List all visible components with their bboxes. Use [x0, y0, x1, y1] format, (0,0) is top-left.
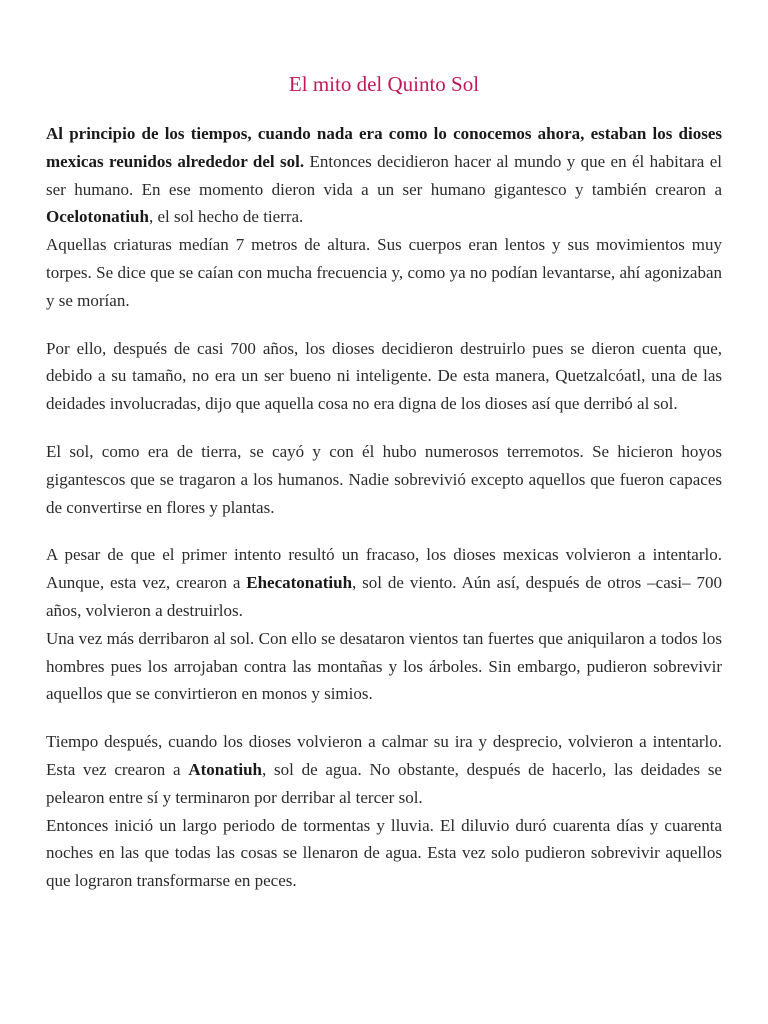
sun-name-ocelotonatiuh: Ocelotonatiuh [46, 207, 149, 227]
lead-bold-text: Al principio de los tiempos, cuando nada era como lo conocemos ahora, estaban los dioses mexicas reunidos alrededor del sol. [46, 124, 722, 171]
paragraph-8: Entonces inició un largo periodo de tormentas y lluvia. El diluvio duró cuarenta días y cuarenta noches en las que todas las cosas se llenaron de agua. Esta vez solo pudieron sobrevivir aquellos que lograron transformarse en peces. [46, 815, 722, 891]
sun-name-atonatiuh: Atonatiuh [188, 759, 263, 779]
paragraph-5-text-a: A pesar de que el primer intento resultó un fracaso, los dioses mexicas volvieron a intentarlo. Aunque, esta vez, crearon a [46, 545, 722, 593]
document-title: El mito del Quinto Sol [288, 72, 480, 96]
paragraph-7 [46, 728, 722, 811]
paragraph-3: Por ello, después de casi 700 años, los dioses decidieron destruirlo pues se dieron cuenta que, debido a su tamaño, no era un ser bueno ni inteligente. De esta manera, Quetzalcóatl, una de las deidades involucradas, dijo que aquella cosa no era digna de los dioses así que derribó al sol. [46, 338, 722, 414]
paragraph-1-text-b: , el sol hecho de tierra. [148, 207, 304, 227]
paragraph-2: Aquellas criaturas medían 7 metros de altura. Sus cuerpos eran lentos y sus movimientos muy torpes. Se dice que se caían con mucha frecuencia y, como ya no podían levantarse, ahí agonizaban y se morían. [46, 235, 722, 310]
paragraph-1 [46, 120, 722, 231]
paragraph-6: Una vez más derribaron al sol. Con ello se desataron vientos tan fuertes que aniquilaron a todos los hombres pues los arrojaban contra las montañas y los árboles. Sin embargo, pudieron sobrevivir aquellos que se convirtieron en monos y simios. [46, 628, 722, 704]
paragraph-1-text-a: Entonces decidieron hacer al mundo y que en él habitara el ser humano. En ese momento dieron vida a un ser humano gigantesco y también crearon a [46, 151, 722, 199]
paragraph-4: El sol, como era de tierra, se cayó y con él hubo numerosos terremotos. Se hicieron hoyos gigantescos que se tragaron a los humanos. Nadie sobrevivió excepto aquellos que fueron capaces de convertirse en flores y plantas. [46, 441, 722, 517]
paragraph-7-text-a: Tiempo después, cuando los dioses volvieron a calmar su ira y desprecio, volvieron a intentarlo. Esta vez crearon a [46, 732, 722, 779]
paragraph-5 [46, 541, 722, 624]
paragraph-7-text-b: , sol de agua. No obstante, después de hacerlo, las deidades se pelearon entre sí y terminaron por derribar al tercer sol. [46, 759, 722, 807]
sun-name-ehecatonatiuh: Ehecatonatiuh [246, 573, 353, 593]
paragraph-5-text-b: , sol de viento. Aún así, después de otros –casi– 700 años, volvieron a destruirlos. [46, 573, 722, 620]
